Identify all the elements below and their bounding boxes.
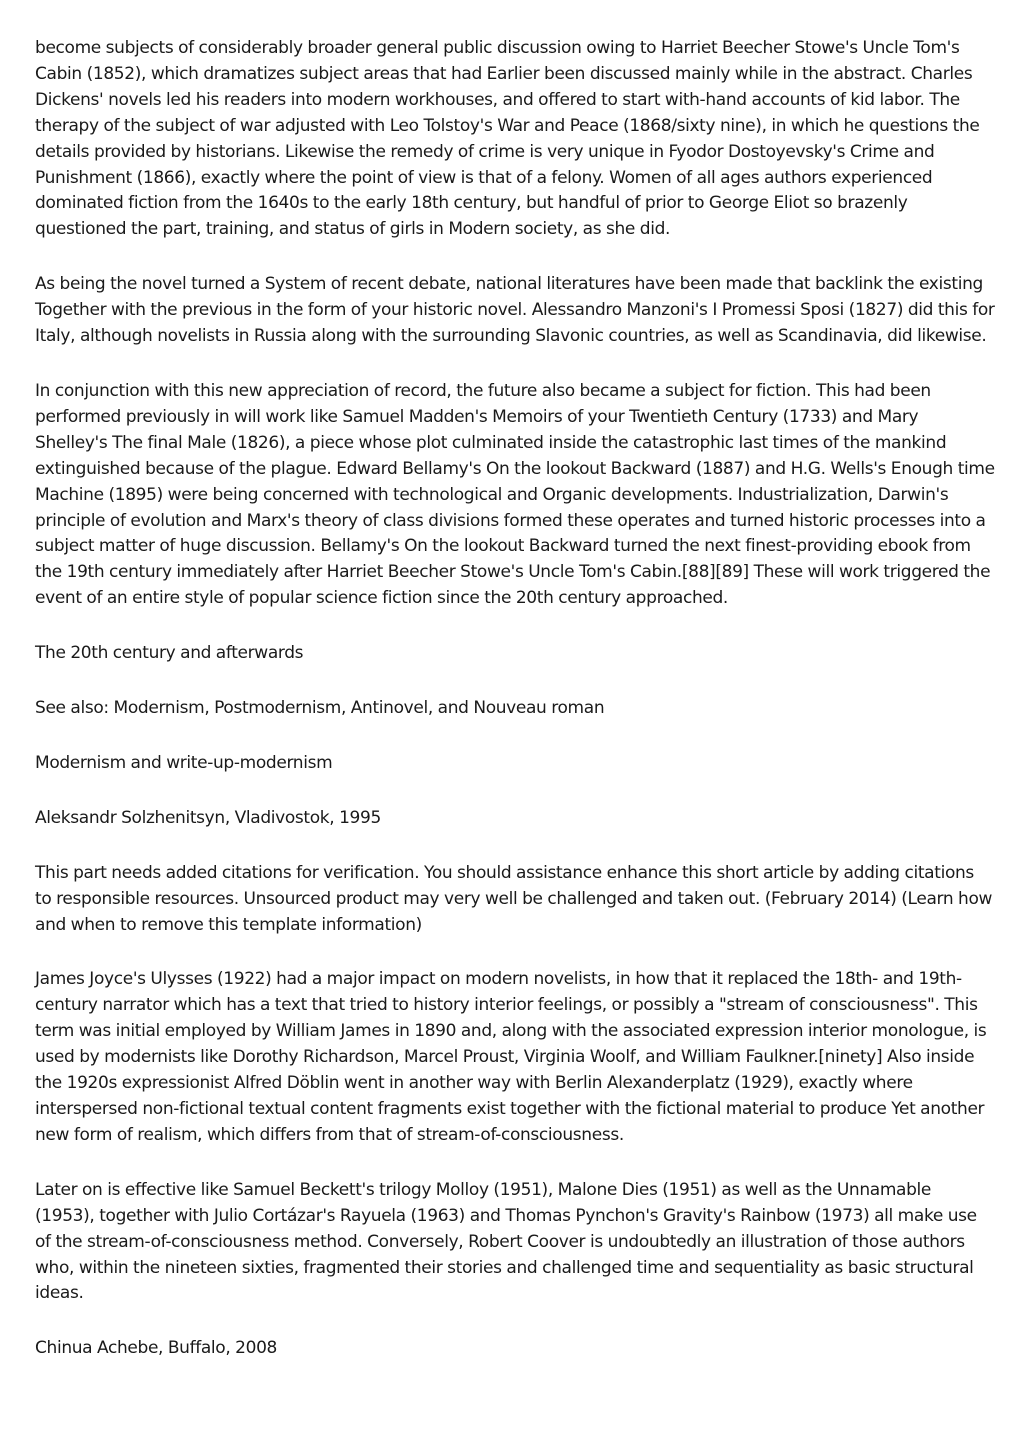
image-caption-solzhenitsyn: Aleksandr Solzhenitsyn, Vladivostok, 1995 [35,807,381,828]
paragraph-future-fiction: In conjunction with this new appreciation of record, the future also became a subject for fiction. This had been performed previously in will work like Samuel Madden's Memoirs of your Twentieth Century (1733) and Mary Shelley's The final Male (1826), a piece whose plot culminated inside the catastrophic last times of the mankind extinguished because of the plague. Edward Bellamy's On the lookout Backward (1887) and H.G. Wells's Enough time Machine (1895) were being concerned with technological and Organic developments. Industrialization, Darwin's principle of evolution and Marx's theory of class divisions formed these operates and turned historic processes into a subject matter of huge discussion. Bellamy's On the lookout Backward turned the next finest-providing ebook from the 19th century immediately after Harriet Beecher Stowe's Uncle Tom's Cabin.[88][89] These will work triggered the event of an entire style of popular science fiction since the 20th century approached. [35,380,995,609]
paragraph-social-novels: become subjects of considerably broader general public discussion owing to Harriet Beecher Stowe's Uncle Tom's Cabin (1852), which dramatizes subject areas that had Earlier been discussed mainly while in the abstract. Charles Dickens' novels led his readers into modern workhouses, and offered to start with-hand accounts of kid labor. The therapy of the subject of war adjusted with Leo Tolstoy's War and Peace (1868/sixty nine), in which he questions the details provided by historians. Likewise the remedy of crime is very unique in Fyodor Dostoyevsky's Crime and Punishment (1866), exactly where the point of view is that of a felony. Women of all ages authors experienced dominated fiction from the 1640s to the early 18th century, but handful of prior to George Eliot so brazenly questioned the part, training, and status of girls in Modern society, as she did. [35,38,980,240]
image-caption-achebe: Chinua Achebe, Buffalo, 2008 [35,1338,278,1359]
subsection-heading-modernism: Modernism and write-up-modernism [35,752,333,773]
paragraph-joyce-ulysses: James Joyce's Ulysses (1922) had a major impact on modern novelists, in how that it replaced the 18th- and 19th-century narrator which has a text that tried to history interior feelings, or possibly a "stream of consciousness". This term was initial employed by William James in 1890 and, along with the associated expression interior monologue, is used by modernists like Dorothy Richardson, Marcel Proust, Virginia Woolf, and William Faulkner.[ninety] Also inside the 1920s expressionist Alfred Döblin went in another way with Berlin Alexanderplatz (1929), exactly where interspersed non-fictional textual content fragments exist together with the fictional material to produce Yet another new form of realism, which differs from that of stream-of-consciousness. [35,969,987,1145]
document-body [35,36,995,1362]
section-heading-20th-century: The 20th century and afterwards [35,643,304,664]
paragraph-later-works: Later on is effective like Samuel Beckett's trilogy Molloy (1951), Malone Dies (1951) as well as the Unnamable (1953), together with Julio Cortázar's Rayuela (1963) and Thomas Pynchon's Gravity's Rainbow (1973) all make use of the stream-of-consciousness method. Conversely, Robert Coover is undoubtedly an illustration of those authors who, within the nineteen sixties, fragmented their stories and challenged time and sequentiality as basic structural ideas. [35,1179,977,1304]
citation-notice: This part needs added citations for verification. You should assistance enhance this short article by adding citations to responsible resources. Unsourced product may very well be challenged and taken out. (February 2014) (Learn how and when to remove this template information) [35,862,993,935]
see-also-line: See also: Modernism, Postmodernism, Antinovel, and Nouveau roman [35,698,605,719]
paragraph-national-literatures: As being the novel turned a System of recent debate, national literatures have been made that backlink the existing Together with the previous in the form of your historic novel. Alessandro Manzoni's I Promessi Sposi (1827) did this for Italy, although novelists in Russia along with the surrounding Slavonic countries, as well as Scandinavia, did likewise. [35,274,995,347]
